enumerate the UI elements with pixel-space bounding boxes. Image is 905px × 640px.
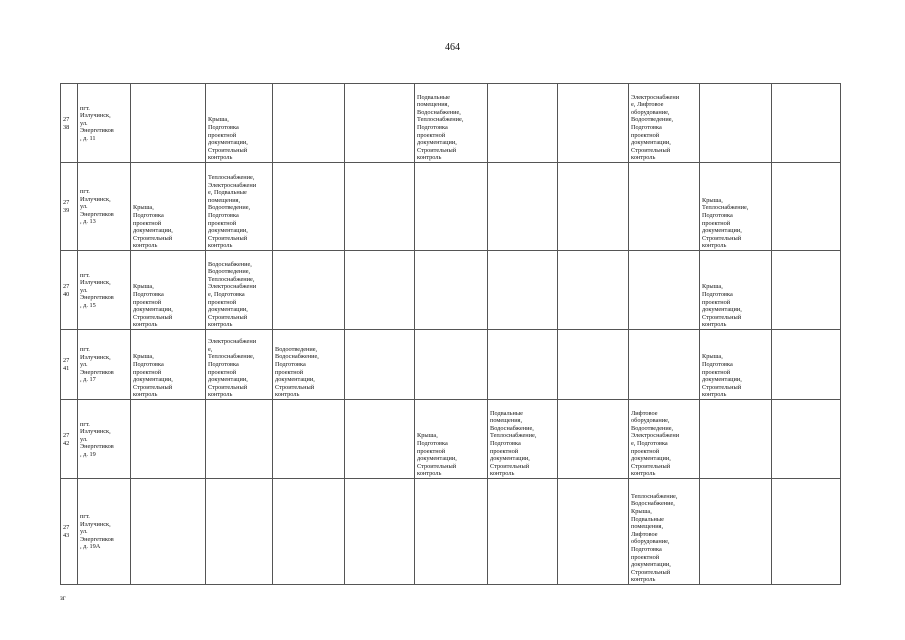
works-table	[60, 83, 841, 585]
works-cell	[273, 163, 345, 251]
works-cell: Подвальные помещения, Водоснабжение, Теплоснабжение, Подготовка проектной документации, Строительный контроль	[415, 84, 488, 163]
table-row	[61, 84, 841, 163]
works-cell: Теплоснабжение, Водоснабжение, Крыша, Подвальные помещения, Лифтовое оборудование, Подготовка проектной документации, Строительный контроль	[629, 479, 700, 585]
row-number: 27 39	[61, 163, 78, 251]
works-cell	[488, 479, 558, 585]
works-cell	[131, 479, 206, 585]
works-cell	[772, 163, 841, 251]
table-row	[61, 330, 841, 400]
works-cell: Электроснабжени e, Теплоснабжение, Подготовка проектной документации, Строительный контроль	[206, 330, 273, 400]
row-number: 27 41	[61, 330, 78, 400]
works-cell	[629, 163, 700, 251]
works-cell: Крыша, Подготовка проектной документации, Строительный контроль	[131, 163, 206, 251]
works-cell	[415, 163, 488, 251]
works-cell	[273, 400, 345, 479]
works-cell: Водоотведение, Водоснабжение, Подготовка проектной документации, Строительный контроль	[273, 330, 345, 400]
works-cell	[273, 479, 345, 585]
works-cell	[131, 84, 206, 163]
works-cell	[558, 330, 629, 400]
works-cell: Крыша, Подготовка проектной документации, Строительный контроль	[700, 330, 772, 400]
works-cell	[772, 251, 841, 330]
table-row	[61, 251, 841, 330]
works-cell	[345, 479, 415, 585]
works-cell	[488, 251, 558, 330]
works-cell	[772, 84, 841, 163]
address-cell: пгт. Излучинск, ул. Энергетиков , д. 19А	[78, 479, 131, 585]
works-cell	[345, 84, 415, 163]
address-cell: пгт. Излучинск, ул. Энергетиков , д. 19	[78, 400, 131, 479]
works-cell	[700, 400, 772, 479]
works-cell: Крыша, Подготовка проектной документации, Строительный контроль	[206, 84, 273, 163]
works-cell	[345, 251, 415, 330]
address-cell: пгт. Излучинск, ул. Энергетиков , д. 11	[78, 84, 131, 163]
works-cell	[629, 251, 700, 330]
works-cell	[345, 400, 415, 479]
works-cell	[558, 251, 629, 330]
works-cell: Крыша, Подготовка проектной документации, Строительный контроль	[700, 251, 772, 330]
row-number: 27 42	[61, 400, 78, 479]
works-cell	[558, 400, 629, 479]
works-cell: Крыша, Теплоснабжение, Подготовка проектной документации, Строительный контроль	[700, 163, 772, 251]
works-cell	[488, 163, 558, 251]
works-cell	[488, 84, 558, 163]
address-cell: пгт. Излучинск, ул. Энергетиков , д. 15	[78, 251, 131, 330]
address-cell: пгт. Излучинск, ул. Энергетиков , д. 13	[78, 163, 131, 251]
table-row	[61, 479, 841, 585]
works-cell	[273, 84, 345, 163]
works-cell	[558, 84, 629, 163]
row-number: 27 43	[61, 479, 78, 585]
works-cell: Электроснабжени e, Лифтовое оборудование, Водоотведение, Подготовка проектной документации, Строительный контроль	[629, 84, 700, 163]
works-cell	[629, 330, 700, 400]
table-row	[61, 163, 841, 251]
works-cell	[488, 330, 558, 400]
works-cell	[700, 84, 772, 163]
works-cell: Крыша, Подготовка проектной документации, Строительный контроль	[131, 330, 206, 400]
row-number: 27 40	[61, 251, 78, 330]
works-cell: Лифтовое оборудование, Водоотведение, Электроснабжени e, Подготовка проектной документации, Строительный контроль	[629, 400, 700, 479]
works-cell: Крыша, Подготовка проектной документации, Строительный контроль	[415, 400, 488, 479]
works-cell	[206, 400, 273, 479]
works-cell	[700, 479, 772, 585]
footer-mark: зг	[60, 594, 66, 602]
works-cell	[772, 479, 841, 585]
works-cell	[415, 479, 488, 585]
works-cell	[131, 400, 206, 479]
works-cell	[772, 400, 841, 479]
works-cell	[273, 251, 345, 330]
works-cell	[206, 479, 273, 585]
works-cell	[558, 163, 629, 251]
works-cell: Водоснабжение, Водоотведение, Теплоснабжение, Электроснабжени e, Подготовка проектной документации, Строительный контроль	[206, 251, 273, 330]
page-number: 464	[445, 42, 460, 53]
works-cell	[415, 330, 488, 400]
works-cell	[415, 251, 488, 330]
row-number: 27 38	[61, 84, 78, 163]
works-cell: Крыша, Подготовка проектной документации, Строительный контроль	[131, 251, 206, 330]
works-cell: Теплоснабжение, Электроснабжени e, Подвальные помещения, Водоотведение, Подготовка проектной документации, Строительный контроль	[206, 163, 273, 251]
table-row	[61, 400, 841, 479]
address-cell: пгт. Излучинск, ул. Энергетиков , д. 17	[78, 330, 131, 400]
works-cell	[345, 330, 415, 400]
works-cell: Подвальные помещения, Водоснабжение, Теплоснабжение, Подготовка проектной документации, Строительный контроль	[488, 400, 558, 479]
works-cell	[345, 163, 415, 251]
works-cell	[558, 479, 629, 585]
works-cell	[772, 330, 841, 400]
